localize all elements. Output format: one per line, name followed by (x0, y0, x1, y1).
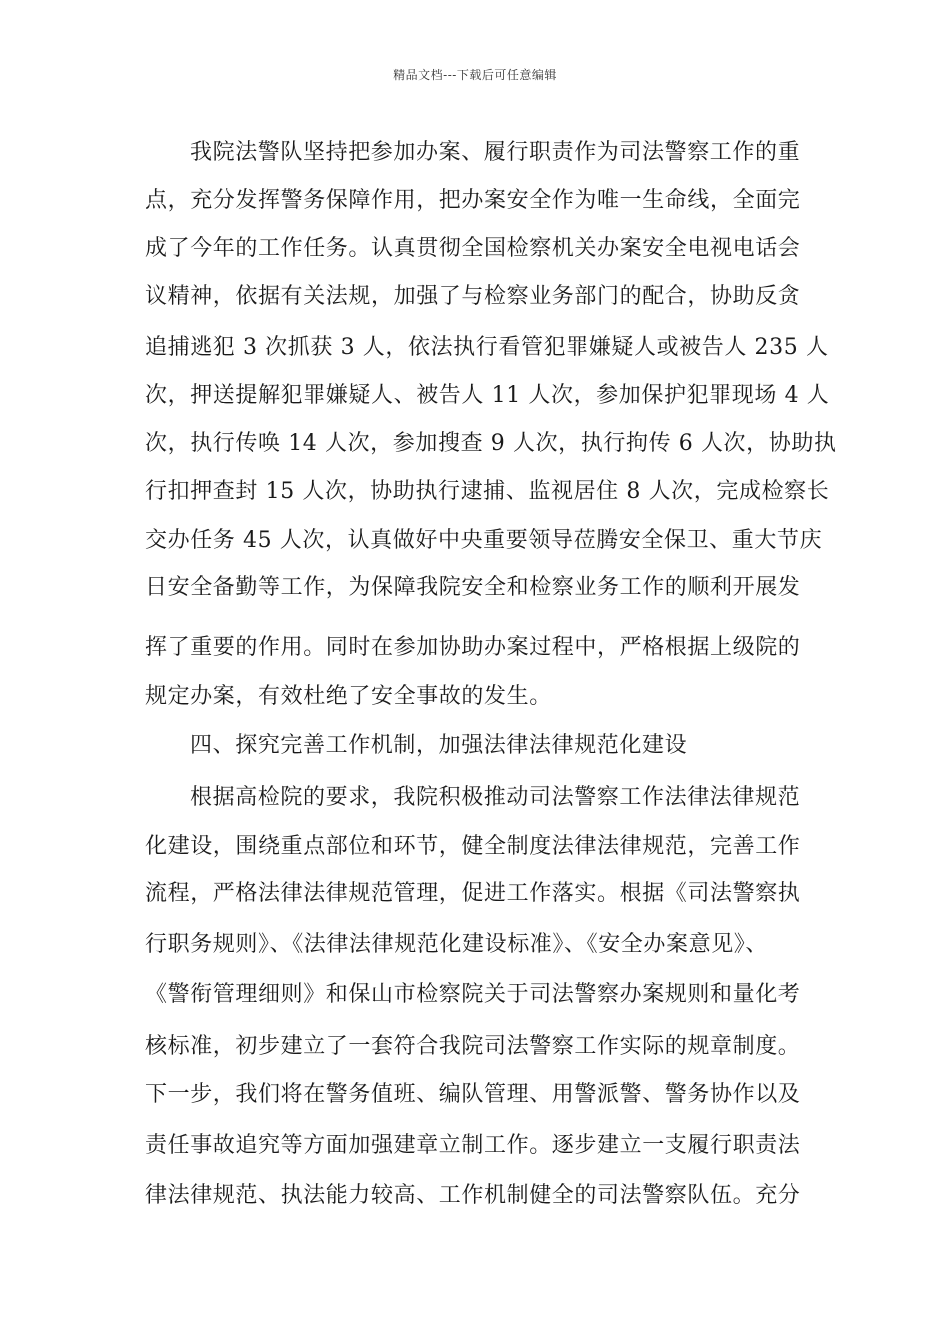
text-line: 成了今年的工作任务。认真贯彻全国检察机关办案安全电视电话会 (145, 236, 801, 261)
text-line: 日安全备勤等工作，为保障我院安全和检察业务工作的顺利开展发 (145, 575, 801, 600)
text-line: 下一步，我们将在警务值班、编队管理、用警派警、警务协作以及 (145, 1082, 801, 1107)
text-line: 我院法警队坚持把参加办案、履行职责作为司法警察工作的重 (190, 140, 801, 165)
text-line: 律法律规范、执法能力较高、工作机制健全的司法警察队伍。充分 (145, 1183, 801, 1208)
text-line: 次，押送提解犯罪嫌疑人、被告人 11 人次，参加保护犯罪现场 4 人 (145, 383, 830, 408)
text-line: 追捕逃犯 3 次抓获 3 人，依法执行看管犯罪嫌疑人或被告人 235 人 (145, 335, 829, 360)
section-heading: 四、探究完善工作机制，加强法律法律规范化建设 (190, 733, 688, 758)
text-line: 行职务规则》、《法律法律规范化建设标准》、《安全办案意见》、 (145, 932, 769, 957)
text-line: 行扣押查封 15 人次，协助执行逮捕、监视居住 8 人次，完成检察长 (145, 479, 830, 504)
page-header: 精品文档---下载后可任意编辑 (393, 68, 557, 82)
text-line: 次，执行传唤 14 人次，参加搜查 9 人次，执行拘传 6 人次，协助执 (145, 431, 837, 456)
text-line: 交办任务 45 人次，认真做好中央重要领导莅腾安全保卫、重大节庆 (145, 528, 823, 553)
text-line: 根据高检院的要求，我院积极推动司法警察工作法律法律规范 (190, 785, 801, 810)
text-line: 挥了重要的作用。同时在参加协助办案过程中，严格根据上级院的 (145, 635, 801, 660)
text-line: 规定办案，有效杜绝了安全事故的发生。 (145, 684, 552, 709)
text-line: 《警衔管理细则》和保山市检察院关于司法警察办案规则和量化考 (145, 982, 801, 1007)
text-line: 核标准，初步建立了一套符合我院司法警察工作实际的规章制度。 (145, 1034, 801, 1059)
text-line: 议精神，依据有关法规，加强了与检察业务部门的配合，协助反贪 (145, 284, 801, 309)
text-line: 化建设，围绕重点部位和环节，健全制度法律法律规范，完善工作 (145, 834, 801, 859)
text-line: 流程，严格法律法律规范管理，促进工作落实。根据《司法警察执 (145, 881, 801, 906)
text-line: 点，充分发挥警务保障作用，把办案安全作为唯一生命线，全面完 (145, 188, 801, 213)
text-line: 责任事故追究等方面加强建章立制工作。逐步建立一支履行职责法 (145, 1133, 801, 1158)
